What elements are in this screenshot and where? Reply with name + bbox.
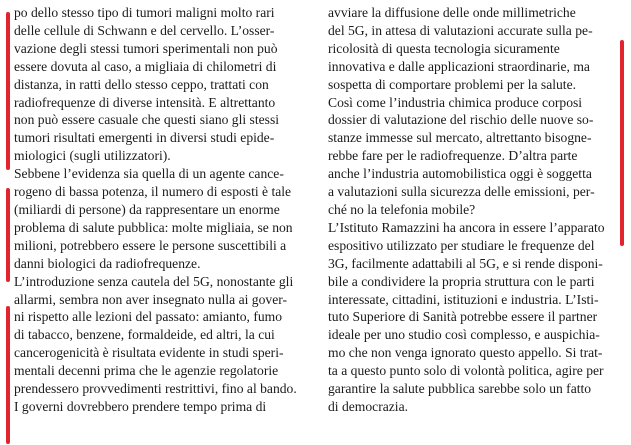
text-line: espositivo utilizzato per studiare le frequenze del <box>328 237 595 253</box>
left-paragraph-2 <box>14 165 305 272</box>
text-line: ta a questo punto solo di volontà politica, agire per <box>328 363 604 379</box>
highlight-bar-left-3 <box>6 306 10 444</box>
text-line: di democrazia. <box>328 398 409 414</box>
text-line: cancerogenicità è risultata evidente in studi speri- <box>14 345 284 361</box>
right-column <box>328 4 618 416</box>
text-line: innovativa e dalle applicazioni straordinarie, ma <box>328 58 590 74</box>
text-line: non può essere casuale che questi siano gli stessi <box>14 112 280 128</box>
text-line: a valutazioni sulla sicurezza delle emissioni, per- <box>328 184 595 200</box>
text-line: tuto Superiore di Sanità potrebbe essere il partner <box>328 309 598 325</box>
text-line: tumori risultati emergenti in diversi studi epide- <box>14 130 275 146</box>
text-line: po dello stesso tipo di tumori maligni molto rari <box>14 5 275 20</box>
text-line: bile a condividere la propria struttura con le parti <box>328 273 595 289</box>
text-line: ideale per uno studio così complesso, e auspichia- <box>328 327 600 343</box>
text-line: del 5G, in attesa di valutazioni accurate sulla pe- <box>328 22 593 38</box>
text-line: problema di salute pubblica: molte migliaia, se non <box>14 219 293 235</box>
text-line: di tabacco, benzene, formaldeide, ed altri, la cui <box>14 327 275 343</box>
text-line: distanza, in ratti dello stesso ceppo, trattati con <box>14 76 269 92</box>
text-line: delle cellule di Schwann e del cervello. L’osser- <box>14 22 275 38</box>
text-line: ni rispetto alle lezioni del passato: amianto, fumo <box>14 309 283 325</box>
text-line: rogeno di bassa potenza, il numero di esposti è tale <box>14 184 292 200</box>
highlight-bar-left-1 <box>6 12 10 170</box>
text-line: milioni, potrebbero essere le persone suscettibili a <box>14 237 287 253</box>
text-line: mo che non venga ignorato questo appello. Si trat- <box>328 345 603 361</box>
highlight-bar-left-2 <box>6 188 10 282</box>
text-line: L’introduzione senza cautela del 5G, nonostante gli <box>14 273 294 289</box>
text-line: sospetta di comportare problemi per la salute. <box>328 76 577 92</box>
text-line: L’Istituto Ramazzini ha ancora in essere l’apparato <box>328 219 605 235</box>
text-line: essere dovuta al caso, a migliaia di chilometri di <box>14 58 277 74</box>
text-line: ché no la telefonia mobile? <box>328 201 476 217</box>
text-line: ricolosità di questa tecnologia sicuramente <box>328 40 560 56</box>
text-line: rebbe fare per le radiofrequenze. D’altra parte <box>328 148 578 164</box>
text-line: garantire la salute pubblica sarebbe solo un fatto <box>328 381 592 397</box>
text-line: allarmi, sembra non aver insegnato nulla ai gover- <box>14 291 288 307</box>
text-line: mentali decenni prima che le agenzie regolatorie <box>14 363 279 379</box>
text-line: avviare la diffusione delle onde millimetriche <box>328 5 576 20</box>
left-paragraph-1 <box>14 4 305 165</box>
text-line: miologici (sugli utilizzatori). <box>14 148 171 164</box>
text-line: vazione degli stessi tumori sperimentali non può <box>14 40 278 56</box>
text-line: radiofrequenze di diverse intensità. E altrettanto <box>14 94 276 110</box>
highlight-bar-right-1 <box>620 40 624 246</box>
text-line: Sebbene l’evidenza sia quella di un agente cance- <box>14 166 284 182</box>
right-paragraph-2 <box>328 219 618 416</box>
left-column <box>14 4 305 416</box>
text-line: interessate, cittadini, istituzioni e industria. L’Isti- <box>328 291 599 307</box>
text-line: 3G, facilmente adattabili al 5G, e si rende disponi- <box>328 255 603 271</box>
text-line: prendessero provvedimenti restrittivi, fino al bando. <box>14 381 297 397</box>
text-line: dossier di valutazione del rischio delle nuove so- <box>328 112 594 128</box>
right-paragraph-1 <box>328 4 618 219</box>
left-paragraph-3 <box>14 273 305 416</box>
text-line: stanze immesse sul mercato, altrettanto bisogne- <box>328 130 592 146</box>
text-line: I governi dovrebbero prendere tempo prima di <box>14 398 267 414</box>
text-line: (miliardi di persone) da rappresentare un enorme <box>14 201 280 217</box>
text-line: anche l’industria automobilistica oggi è soggetta <box>328 166 592 182</box>
text-line: Così come l’industria chimica produce corposi <box>328 94 583 110</box>
text-line: danni biologici da radiofrequenze. <box>14 255 201 271</box>
